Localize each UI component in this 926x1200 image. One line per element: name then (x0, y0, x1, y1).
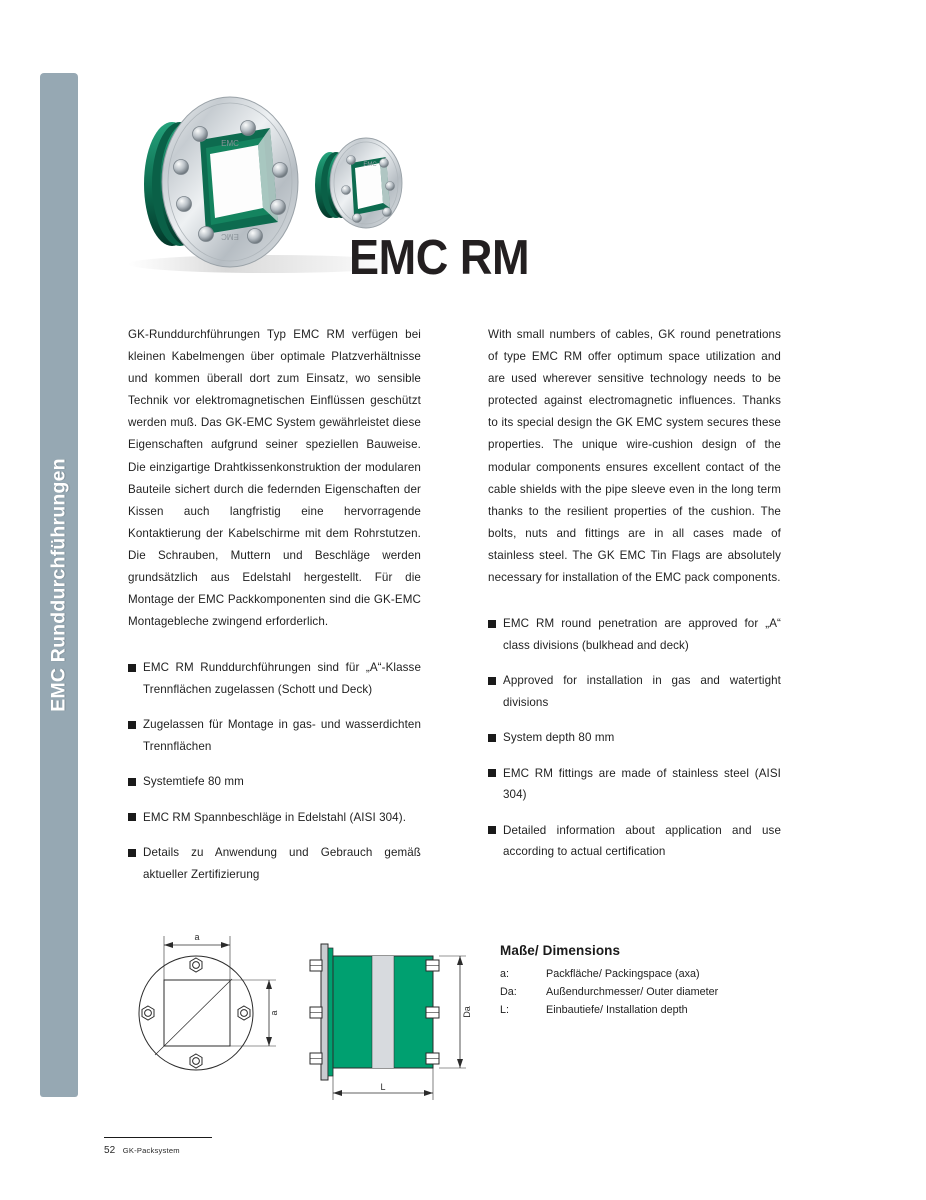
centre-band (372, 956, 394, 1068)
square-bullet-icon (488, 677, 496, 685)
list-item-label: Detailed information about application and use according to actual certification (503, 823, 781, 859)
front-view-width-label: a (194, 932, 200, 942)
list-item-label: Approved for installation in gas and watertight divisions (503, 674, 781, 709)
dimension-key: L: (500, 1004, 510, 1016)
list-item (488, 820, 781, 863)
list-item (128, 807, 421, 829)
table-row (500, 965, 718, 983)
table-row (500, 1001, 718, 1019)
square-bullet-icon (128, 664, 136, 672)
paragraph-english: With small numbers of cables, GK round penetrations of type EMC RM offer optimum space utilization and are used wherever sensitive technology needs to be protected against electromagnetic influences. Thanks to its special design the GK EMC system secures these properties. The unique wire-cushion design of the modular components ensures excellent contact of the cable shields with the pipe sleeve even in the long term thanks to the resilient properties of the cushion. The bolts, nuts and fittings are in all cases made of stainless steel. The GK EMC Tin Flags are absolutely necessary for installation of the EMC pack components. (488, 328, 781, 585)
paragraph-german: GK-Runddurchführungen Typ EMC RM verfügen bei kleinen Kabelmengen über optimale Platzverhältnisse und kommen überall dort zum Einsatz, wo sensible Technik vor elektromagnetischen Einflüssen geschützt werden muß. Das GK-EMC System gewährleistet diese Eigenschaften aufgrund seiner speziellen Bauweise. Die einzigartige Drahtkissenkonstruktion der modularen Bauteile sichert durch die federnden Eigenschaften der Kissen auch langfristig eine hervorragende Kontaktierung der Kabelschirme mit dem Rohrstutzen. Die Schrauben, Muttern und Beschläge werden grundsätzlich aus Edelstahl hergestellt. Für die Montage der EMC Packkomponenten sind die GK-EMC Montagebleche zwingend erforderlich. (128, 328, 421, 629)
flange-outline (139, 956, 253, 1070)
feature-list-german (128, 657, 421, 885)
list-item-label: Systemtiefe 80 mm (143, 775, 244, 789)
table-row (500, 983, 718, 1001)
dimension-value: Packfläche/ Packingspace (axa) (546, 968, 700, 980)
dimension-key: a: (500, 968, 510, 980)
page-footer (104, 1137, 354, 1156)
list-item (488, 763, 781, 806)
footer-divider (104, 1137, 212, 1138)
list-item (488, 727, 781, 749)
square-bullet-icon (488, 769, 496, 777)
list-item-label: EMC RM round penetration are approved for „A“ class divisions (bulkhead and deck) (503, 617, 781, 652)
dimensions-table (500, 965, 718, 1019)
square-bullet-icon (488, 734, 496, 742)
front-view-drawing (126, 918, 288, 1098)
square-bullet-icon (488, 826, 496, 834)
list-item (128, 657, 421, 700)
large-penetration-unit (144, 97, 298, 267)
small-flange-marking: EMC (363, 162, 377, 168)
list-item (128, 771, 421, 793)
list-item-label: Zugelassen für Montage in gas- und wasserdichten Trennflächen (143, 718, 421, 753)
list-item (488, 670, 781, 713)
sidebar-section-tab-label: EMC Runddurchführungen (47, 458, 70, 712)
square-bullet-icon (128, 778, 136, 786)
sidebar-section-tab (40, 73, 78, 1097)
side-view-bolts-left (310, 960, 322, 1064)
list-item (128, 842, 421, 885)
side-view-diameter-label: Da (462, 1006, 472, 1018)
flange-marking-top: EMC (221, 139, 239, 148)
footer-brand: GK-Packsystem (122, 1146, 180, 1156)
feature-list-english (488, 613, 781, 863)
page-title: EMC RM (349, 231, 530, 285)
square-bullet-icon (488, 620, 496, 628)
small-penetration-unit (315, 138, 402, 228)
list-item-label: System depth 80 mm (503, 731, 615, 745)
square-bullet-icon (128, 849, 136, 857)
side-view-drawing (298, 932, 480, 1110)
dimension-key: Da: (500, 986, 517, 998)
content-column-german (128, 324, 421, 899)
dimension-value: Einbautiefe/ Installation depth (546, 1004, 688, 1016)
dimensions-legend-title: Maße/ Dimensions (500, 943, 621, 958)
list-item-label: EMC RM Spannbeschläge in Edelstahl (AISI 304). (143, 810, 407, 824)
front-view-height-label: a (269, 1010, 279, 1016)
flange-marking-bottom: EMC (221, 232, 239, 241)
side-view-length-label: L (380, 1082, 386, 1092)
list-item-label: Details zu Anwendung und Gebrauch gemäß aktueller Zertifizierung (143, 846, 421, 881)
list-item-label: EMC RM fittings are made of stainless steel (AISI 304) (503, 766, 781, 802)
square-bullet-icon (128, 721, 136, 729)
list-item (488, 613, 781, 656)
content-column-english (488, 324, 781, 877)
list-item-label: EMC RM Runddurchführungen sind für „A“-Klasse Trennflächen zugelassen (Schott und Deck) (143, 661, 421, 696)
square-bullet-icon (128, 813, 136, 821)
dimension-value: Außendurchmesser/ Outer diameter (546, 986, 719, 998)
list-item (128, 714, 421, 757)
dimensions-legend (500, 943, 800, 1019)
page-number: 52 (104, 1145, 116, 1157)
